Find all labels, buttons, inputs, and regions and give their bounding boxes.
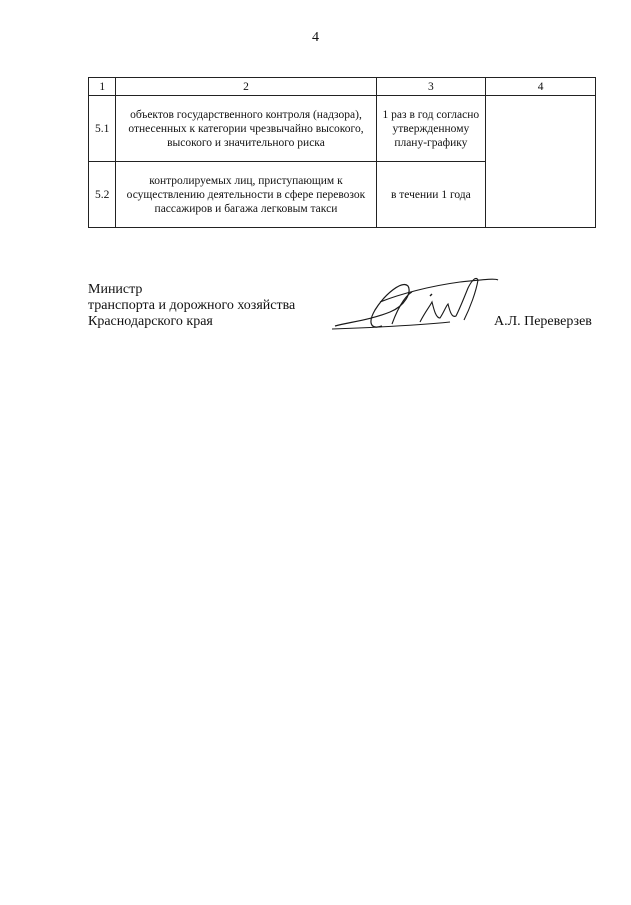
row-number: 5.2 xyxy=(89,162,116,228)
table-header-row xyxy=(89,78,596,96)
header-cell-3: 3 xyxy=(376,78,486,96)
signer-name: А.Л. Переверзев xyxy=(494,314,592,329)
row-period: 1 раз в год согласно утвержденному плану-графику xyxy=(376,96,486,162)
signatory-title-line-1: Министр xyxy=(88,282,143,297)
row-number: 5.1 xyxy=(89,96,116,162)
header-cell-1: 1 xyxy=(89,78,116,96)
row-note xyxy=(486,96,596,228)
signatory-title-line-3: Краснодарского края xyxy=(88,314,213,329)
row-description: объектов государственного контроля (надзора), отнесенных к категории чрезвычайно высокого, высокого и значительного риска xyxy=(116,96,376,162)
row-period: в течении 1 года xyxy=(376,162,486,228)
signatory-title xyxy=(88,282,295,330)
handwritten-signature xyxy=(330,272,500,342)
row-description: контролируемых лиц, приступающим к осуществлению деятельности в сфере перевозок пассажиров и багажа легковым такси xyxy=(116,162,376,228)
schedule-table xyxy=(88,77,596,228)
header-cell-2: 2 xyxy=(116,78,376,96)
page-number: 4 xyxy=(312,30,319,45)
table-row xyxy=(89,96,596,162)
signatory-title-line-2: транспорта и дорожного хозяйства xyxy=(88,298,296,313)
header-cell-4: 4 xyxy=(486,78,596,96)
